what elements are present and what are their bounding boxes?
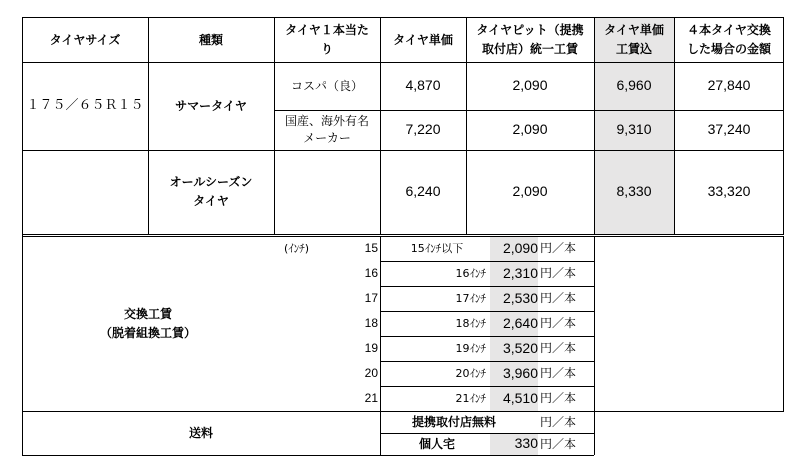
- desc-15: 15ｲﾝﾁ以下: [410, 241, 464, 255]
- row-divider: [380, 433, 594, 434]
- desc-19: 19ｲﾝﾁ: [455, 341, 486, 355]
- inch-15: 15: [364, 241, 378, 256]
- shipping-home-desc: 個人宅: [418, 436, 455, 451]
- header-unit-price: タイヤ単価: [393, 32, 453, 47]
- row-divider: [380, 261, 594, 262]
- summer-cospa-total: 27,840: [707, 77, 751, 94]
- tire-size-value: １７５／６５Ｒ１５: [26, 97, 144, 113]
- summer-cospa-unit: 4,870: [405, 77, 441, 94]
- unit-17: 円／本: [540, 291, 577, 306]
- col-divider: [594, 17, 595, 235]
- summer-tire-label: サマータイヤ: [175, 98, 247, 113]
- price-20: 3,960: [502, 364, 538, 381]
- allseason-incl: 8,330: [616, 183, 652, 200]
- row-divider: [22, 150, 784, 151]
- summer-cospa-incl: 6,960: [616, 77, 652, 94]
- desc-20: 20ｲﾝﾁ: [455, 366, 486, 380]
- table-border: [783, 236, 784, 412]
- inch-16: 16: [364, 266, 378, 281]
- header-tire-size: タイヤサイズ: [49, 32, 121, 47]
- row-divider: [22, 411, 784, 412]
- col-divider: [148, 17, 149, 235]
- row-divider: [22, 62, 784, 63]
- col-divider: [466, 17, 467, 235]
- shipping-home-unit: 円／本: [540, 436, 577, 451]
- row-divider: [380, 336, 594, 337]
- row-divider: [380, 311, 594, 312]
- inch-19: 19: [364, 341, 378, 356]
- header-type: 種類: [198, 32, 223, 47]
- summer-cospa-labor: 2,090: [512, 77, 548, 94]
- price-17: 2,530: [502, 289, 538, 306]
- row-divider: [22, 234, 784, 235]
- row-divider: [380, 286, 594, 287]
- inch-label: (ｲﾝﾁ): [284, 241, 310, 255]
- allseason-tire-label: オールシーズン タイヤ: [169, 175, 253, 208]
- header-per-tire: タイヤ１本当た り: [285, 23, 369, 56]
- row-divider: [380, 361, 594, 362]
- table-border: [783, 17, 784, 235]
- unit-19: 円／本: [540, 341, 577, 356]
- allseason-labor: 2,090: [512, 183, 548, 200]
- summer-brand-total: 37,240: [707, 121, 751, 138]
- summer-brand-labor: 2,090: [512, 121, 548, 138]
- shipping-label: 送料: [188, 425, 213, 440]
- col-divider: [380, 17, 381, 235]
- row-divider: [380, 386, 594, 387]
- col-divider: [594, 236, 595, 455]
- table-border: [22, 455, 594, 456]
- table-border: [22, 17, 784, 18]
- unit-18: 円／本: [540, 316, 577, 331]
- desc-21: 21ｲﾝﾁ: [455, 391, 486, 405]
- inch-18: 18: [364, 316, 378, 331]
- shipping-home-price: 330: [514, 435, 538, 452]
- col-divider: [380, 236, 381, 455]
- summer-brand-incl: 9,310: [616, 121, 652, 138]
- unit-21: 円／本: [540, 391, 577, 406]
- summer-brand-unit: 7,220: [405, 121, 441, 138]
- price-15: 2,090: [502, 239, 538, 256]
- summer-sub-cospa: コスパ（良）: [290, 78, 363, 93]
- allseason-unit: 6,240: [405, 183, 441, 200]
- row-divider: [274, 110, 784, 111]
- shipping-partner-desc: 提携取付店無料: [412, 414, 497, 429]
- header-pit-labor: タイヤピット（提携 取付店）統一工賃: [476, 23, 584, 56]
- unit-16: 円／本: [540, 266, 577, 281]
- row-divider: [22, 236, 784, 237]
- price-16: 2,310: [502, 264, 538, 281]
- summer-sub-brand: 国産、海外有名 メーカー: [284, 113, 369, 145]
- inch-20: 20: [364, 366, 378, 381]
- shipping-partner-unit: 円／本: [540, 414, 577, 429]
- col-divider: [274, 17, 275, 235]
- desc-17: 17ｲﾝﾁ: [455, 291, 486, 305]
- inch-17: 17: [364, 291, 378, 306]
- inch-21: 21: [364, 391, 378, 406]
- shipping-partner-price: [490, 411, 538, 433]
- exchange-labor-label: 交換工賃 （脱着組換工賃）: [99, 306, 196, 340]
- unit-15: 円／本: [540, 241, 577, 256]
- price-19: 3,520: [502, 339, 538, 356]
- desc-18: 18ｲﾝﾁ: [455, 316, 486, 330]
- price-18: 2,640: [502, 314, 538, 331]
- header-four-tire-total: ４本タイヤ交換 した場合の金額: [686, 23, 771, 56]
- desc-16: 16ｲﾝﾁ: [455, 266, 486, 280]
- col-divider: [674, 17, 675, 235]
- price-21: 4,510: [502, 389, 538, 406]
- header-price-with-labor: タイヤ単価 工賃込: [594, 18, 674, 62]
- unit-20: 円／本: [540, 366, 577, 381]
- allseason-total: 33,320: [707, 183, 751, 200]
